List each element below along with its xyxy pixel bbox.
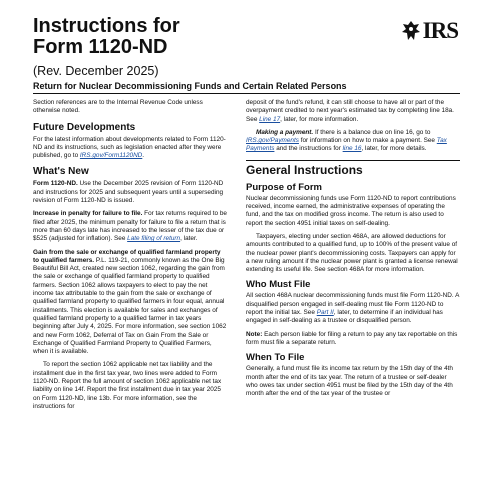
whats-new-form-paragraph: Form 1120-ND. Use the December 2025 revision of Form 1120-ND and instructions for 2025 and subsequent years until a superseding revision of Form 1120-ND is issued.: [33, 180, 224, 205]
irs-payments-link[interactable]: IRS.gov/Payments: [246, 137, 299, 145]
who-must-file-heading: Who Must File: [246, 279, 311, 291]
purpose-of-form-heading: Purpose of Form: [246, 181, 323, 193]
section-1062-paragraph: To report the section 1062 applicable net tax liability and the installment due in the first tax year, two lines were added to Form 1120-ND. Report the full amount of section 1062 applicable net tax liability on line 14f. Report the first installment due in tax year 2025 on Form 1120-ND, line 13b. For more information, see the instructions for: [33, 361, 222, 410]
future-developments-heading: Future Developments: [33, 121, 136, 133]
note-paragraph: Note: Each person liable for filing a return to pay any tax reportable on this form must file a separate return.: [246, 330, 458, 346]
document-title: [33, 16, 180, 58]
whats-new-heading: What's New: [33, 166, 89, 178]
line-17-link[interactable]: Line 17: [259, 115, 281, 123]
title-line-2: Form 1120-ND: [33, 36, 168, 58]
purpose-paragraph-1: Nuclear decommissioning funds use Form 1120-ND to report contributions received, income earned, the administrative expenses of operating the fund, and the tax on modified gross income. The return is also used to report the section 4951 initial taxes on self-dealing.: [246, 194, 456, 227]
irs-form1120nd-link[interactable]: IRS.gov/Form1120ND: [79, 152, 143, 160]
purpose-paragraph-2: Taxpayers, electing under section 468A, are allowed deductions for amounts contributed to a qualified fund, up to 100% of the present value of the nuclear power plant's decommissioning costs. Taxpayers can apply for a new ruling amount if the nuclear power plant is granted a license renewal extending its useful life. See section 468A for more information.: [246, 232, 458, 274]
making-payment-paragraph: Making a payment. If there is a balance due on line 16, go to IRS.gov/Payments for information on how to make a payment. See Tax Payments and the instructions for line 16, later, for more details.: [246, 128, 447, 153]
header-rule: [33, 93, 460, 94]
irs-logo: [401, 18, 458, 44]
form-subtitle: Return for Nuclear Decommissioning Funds and Certain Related Persons: [33, 81, 347, 91]
penalty-paragraph: Increase in penalty for failure to file. For tax returns required to be filed after 2025, the minimum penalty for failure to file a return that is more than 60 days late has increased to the lesser of the tax due or $525 (adjusted for inflation). See Late filing of return, later.: [33, 210, 227, 243]
who-must-file-paragraph: All section 468A nuclear decommissioning funds must file Form 1120-ND. A disqualified person engaged in self-dealing must file Form 1120-ND to report the initial tax. See Part II, later, to determine if an individual has engaged in self-dealing as a trustee or disqualified person.: [246, 292, 460, 325]
right-column: [246, 99, 460, 403]
irs-logo-text: IRS: [422, 18, 458, 43]
when-to-file-heading: When To File: [246, 352, 305, 364]
part-ii-link[interactable]: Part II: [316, 309, 334, 317]
farmland-paragraph: Gain from the sale or exchange of qualified farmland property to qualified farmers. P.L. 119-21, commonly known as the One Big Beautiful Bill Act, created new section 1062, regarding the gain from the sale or exchange of qualified farmland property to qualified farmers. Section 1062 allows taxpayers to elect to pay the net income tax attributable to the gain from the sale or exchange of qualified farmland property to qualified farmers in four equal, annual installments. This election is available for sales and exchanges of qualified farmland property to a qualified farmer in tax years beginning after July 4, 2025. For more information, see section 1062 and new Form 1062, Deferral of Tax on Gain From the Sale or Exchange of Qualified Farmland Property to Qualified Farmers, when it is available.: [33, 248, 227, 356]
when-to-file-paragraph: Generally, a fund must file its income tax return by the 15th day of the 4th month after the end of its tax year. The return of a trustee or self-dealer who owes tax under section 4951 must be filed by the 15th day of the 4th month after the end of the tax year of the trustee or: [246, 365, 453, 398]
late-filing-link[interactable]: Late filing of return: [127, 235, 181, 243]
revision-date: (Rev. December 2025): [33, 64, 159, 78]
line-16-link[interactable]: line 16: [342, 145, 362, 153]
eagle-icon: [401, 20, 421, 42]
refund-paragraph: deposit of the fund's refund, it can still choose to have all or part of the overpayment credited to next year's estimated tax by completing line 18a. See Line 17, later, for more information.: [246, 99, 454, 123]
general-instructions-heading: General Instructions: [246, 160, 460, 177]
tax-payments-link[interactable]: Tax Payments: [246, 137, 447, 153]
left-column: [33, 99, 227, 416]
section-references-note: Section references are to the Internal Revenue Code unless otherwise noted.: [33, 99, 203, 115]
title-line-1: Instructions for: [33, 15, 180, 37]
future-developments-text: For the latest information about developments related to Form 1120-ND and its instructions, such as legislation enacted after they were published, go to IRS.gov/Form1120ND.: [33, 135, 226, 160]
